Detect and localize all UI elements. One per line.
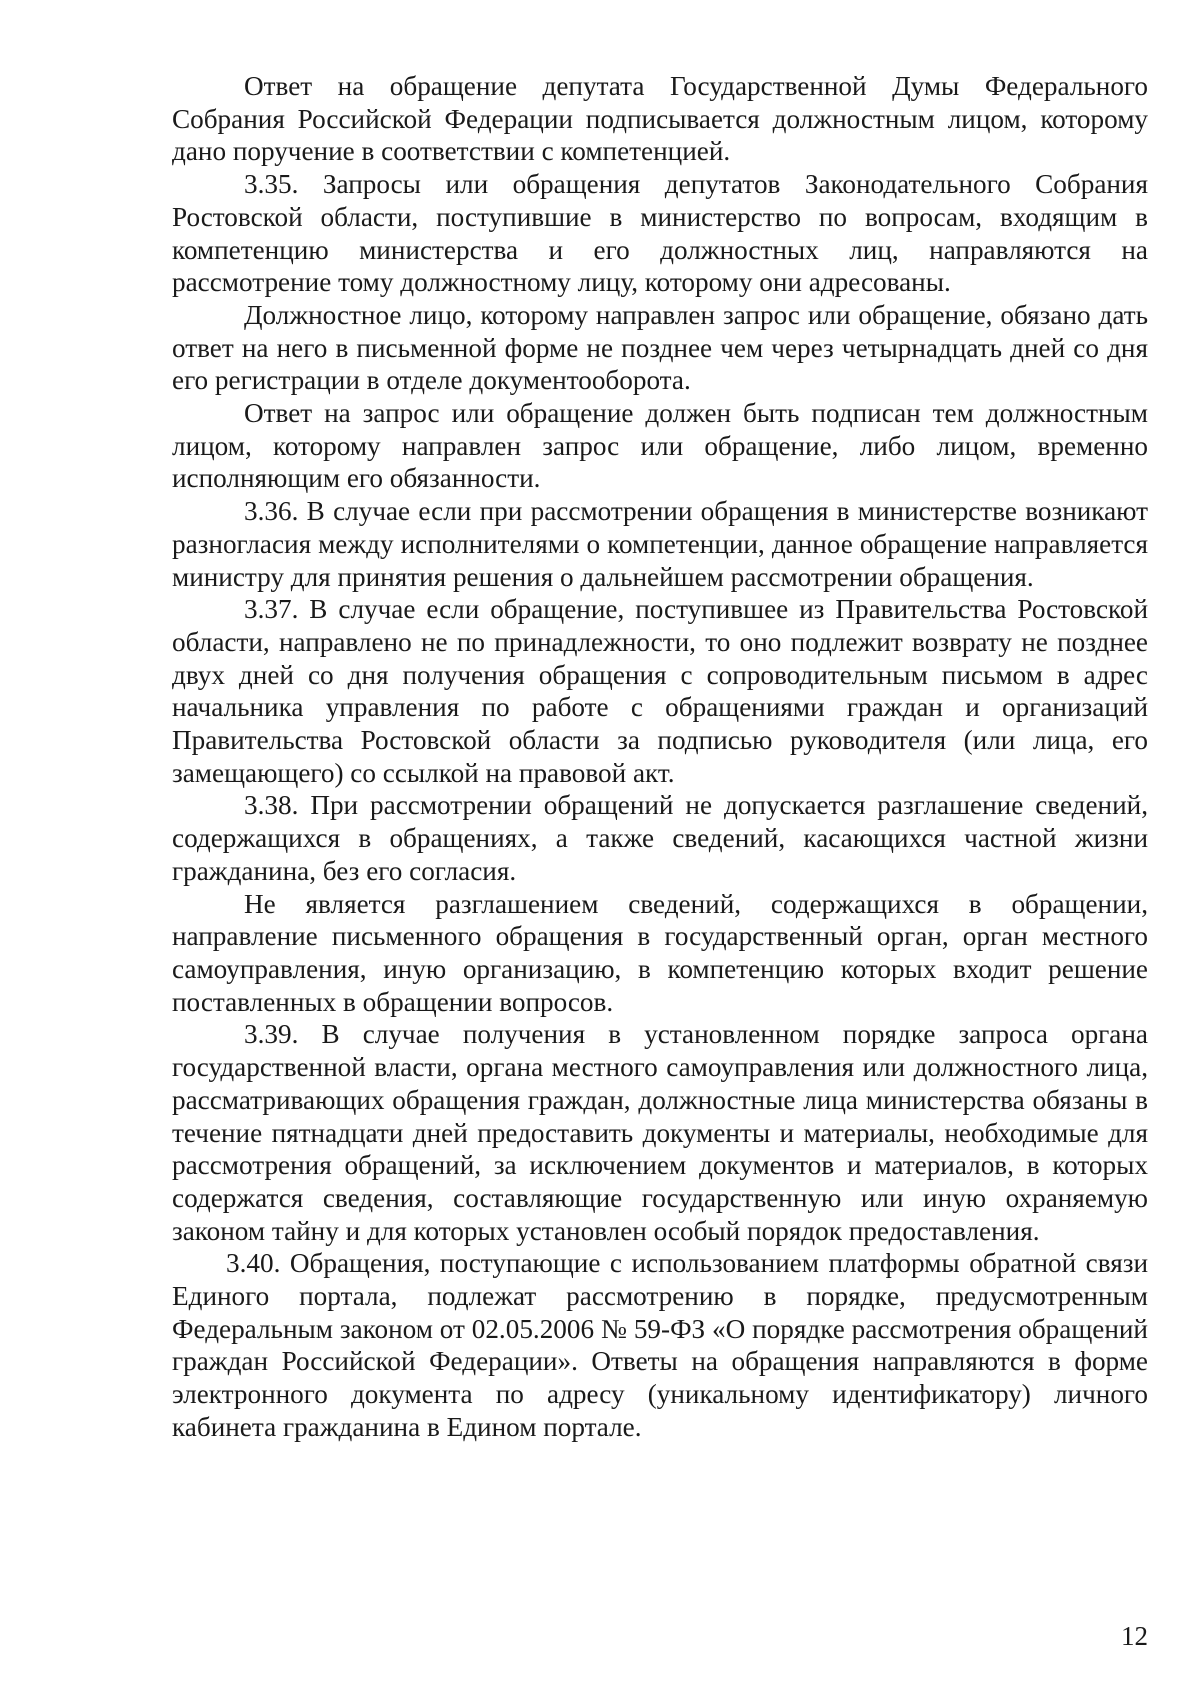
paragraph-answer-signature: Ответ на запрос или обращение должен быть подписан тем должностным лицом, которому направлен запрос или обращение, либо лицом, временно исполняющим его обязанности.: [172, 398, 1148, 494]
page-number: 12: [1121, 1621, 1148, 1651]
paragraph-3-39: 3.39. В случае получения в установленном порядке запроса органа государственной власти, органа местного самоуправления или должностного лица, рассматривающих обращения граждан, должностные лица министерства обязаны в течение пятнадцати дней предоставить документы и материалы, необходимые для рассмотрения обращений, за исключением документов и материалов, в которых содержатся сведения, составляющие государственную или иную охраняемую законом тайну и для которых установлен особый порядок предоставления.: [172, 1019, 1148, 1246]
paragraph-3-37: 3.37. В случае если обращение, поступившее из Правительства Ростовской области, направлено не по принадлежности, то оно подлежит возврату не позднее двух дней со дня получения обращения с сопроводительным письмом в адрес начальника управления по работе с обращениями граждан и организаций Правительства Ростовской области за подписью руководителя (или лица, его замещающего) со ссылкой на правовой акт.: [172, 594, 1148, 788]
document-body: [172, 70, 1148, 1444]
paragraph-3-35: 3.35. Запросы или обращения депутатов Законодательного Собрания Ростовской области, поступившие в министерство по вопросам, входящим в компетенцию министерства и его должностных лиц, направляются на рассмотрение тому должностному лицу, которому они адресованы.: [172, 169, 1148, 298]
paragraph-deputy-answer: Ответ на обращение депутата Государственной Думы Федерального Собрания Российской Федерации подписывается должностным лицом, которому дано поручение в соответствии с компетенцией.: [172, 71, 1148, 167]
paragraph-3-40: 3.40. Обращения, поступающие с использованием платформы обратной связи Единого портала, подлежат рассмотрению в порядке, предусмотренным Федеральным законом от 02.05.2006 № 59-ФЗ «О порядке рассмотрения обращений граждан Российской Федерации». Ответы на обращения направляются в форме электронного документа по адресу (уникальному идентификатору) личного кабинета гражданина в Едином портале.: [172, 1248, 1148, 1442]
paragraph-not-disclosure: Не является разглашением сведений, содержащихся в обращении, направление письменного обращения в государственный орган, орган местного самоуправления, иную организацию, в компетенцию которых входит решение поставленных в обращении вопросов.: [172, 888, 1148, 1017]
paragraph-3-38: 3.38. При рассмотрении обращений не допускается разглашение сведений, содержащихся в обращениях, а также сведений, касающихся частной жизни гражданина, без его согласия.: [172, 790, 1148, 886]
paragraph-official-response: Должностное лицо, которому направлен запрос или обращение, обязано дать ответ на него в письменной форме не позднее чем через четырнадцать дней со дня его регистрации в отделе документооборота.: [172, 299, 1148, 396]
paragraph-3-36: 3.36. В случае если при рассмотрении обращения в министерстве возникают разногласия между исполнителями о компетенции, данное обращение направляется министру для принятия решения о дальнейшем рассмотрении обращения.: [172, 496, 1148, 592]
